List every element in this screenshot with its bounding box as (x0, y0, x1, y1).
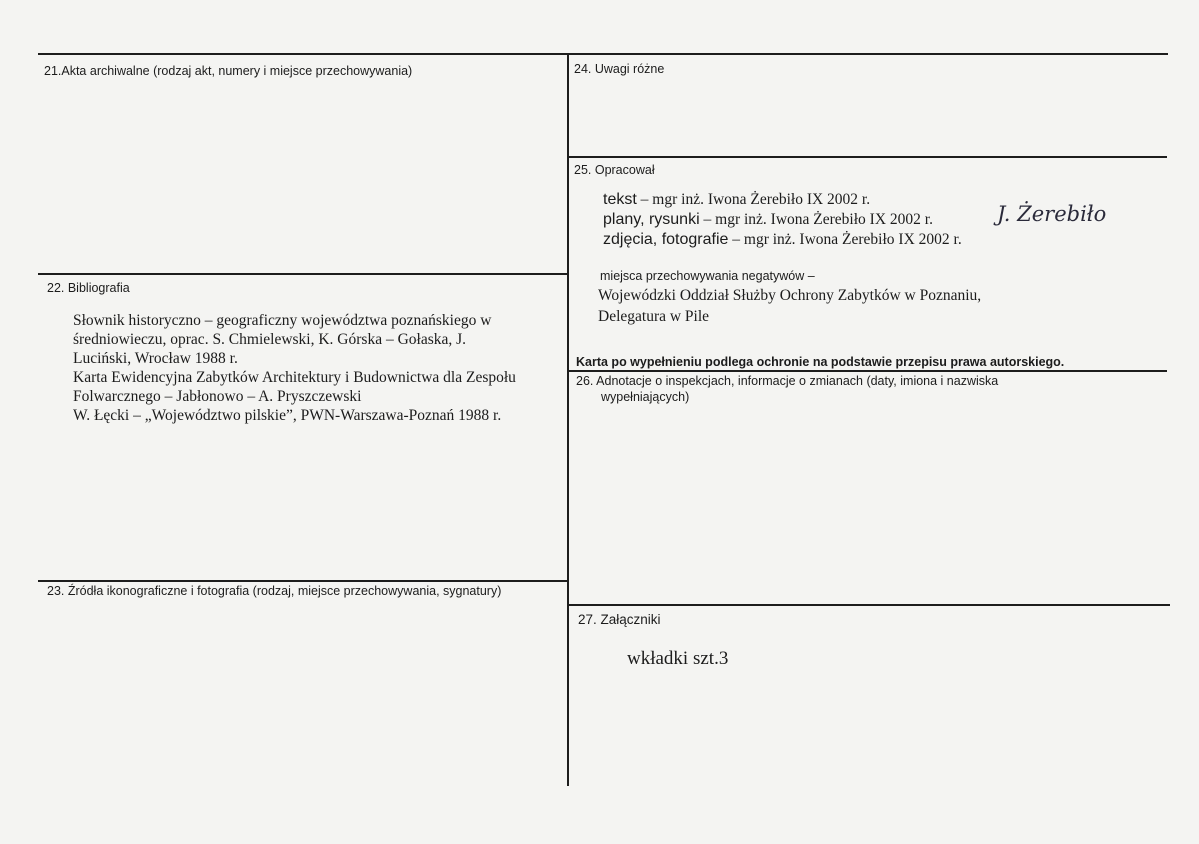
bibliography-line: W. Łęcki – „Województwo pilskie”, PWN-Warszawa-Poznań 1988 r. (73, 407, 502, 424)
section-23-label: 23. Źródła ikonograficzne i fotografia (rodzaj, miejsce przechowywania, sygnatury) (47, 584, 502, 598)
bibliography-line: Luciński, Wrocław 1988 r. (73, 350, 238, 367)
author-row-value: – mgr inż. Iwona Żerebiło IX 2002 r. (636, 191, 871, 208)
divider-22-line (38, 273, 568, 275)
bibliography-line: Karta Ewidencyjna Zabytków Architektury i Budownictwa dla Zespołu (73, 369, 516, 386)
center-divider-line (567, 54, 569, 786)
author-row-prefix: plany, rysunki (603, 211, 700, 228)
section-25-label: 25. Opracował (574, 163, 655, 177)
section-26-label-continued: wypełniających) (601, 390, 690, 404)
divider-26-line (567, 370, 1167, 372)
negatives-line: Wojewódzki Oddział Służby Ochrony Zabytków w Poznaniu, (598, 287, 982, 304)
bibliography-line: Słownik historyczno – geograficzny województwa poznańskiego w (73, 312, 492, 329)
copyright-notice: Karta po wypełnieniu podlega ochronie na podstawie przepisu prawa autorskiego. (576, 355, 1065, 369)
negatives-label: miejsca przechowywania negatywów – (600, 269, 815, 283)
bibliography-list (73, 311, 516, 425)
top-border-line (38, 53, 1168, 55)
author-row-value: – mgr inż. Iwona Żerebiło IX 2002 r. (699, 211, 933, 228)
section-27-label: 27. Załączniki (578, 612, 661, 627)
attachments-value: wkładki szt.3 (627, 648, 729, 669)
author-row-value: – mgr inż. Iwona Żerebiło IX 2002 r. (728, 231, 962, 248)
divider-23-line (38, 580, 568, 582)
section-22-label: 22. Bibliografia (47, 281, 130, 295)
section-21-label: 21.Akta archiwalne (rodzaj akt, numery i miejsce przechowywania) (44, 64, 413, 78)
divider-27-line (567, 604, 1170, 606)
author-row-prefix: tekst (603, 191, 637, 208)
divider-25-line (567, 156, 1167, 158)
bibliography-line: średniowieczu, oprac. S. Chmielewski, K. Górska – Gołaska, J. (73, 331, 467, 348)
handwritten-signature: J. Żerebiło (997, 202, 1107, 226)
bibliography-line: Folwarcznego – Jabłonowo – A. Pryszczewski (73, 388, 362, 405)
section-26-label: 26. Adnotacje o inspekcjach, informacje o zmianach (daty, imiona i nazwiska (576, 374, 999, 388)
author-row-text (603, 191, 870, 209)
author-row-prefix: zdjęcia, fotografie (603, 231, 729, 248)
author-row-photos (603, 231, 962, 249)
section-24-label: 24. Uwagi różne (574, 62, 665, 76)
negatives-line: Delegatura w Pile (598, 308, 710, 325)
author-row-plans (603, 211, 933, 229)
negatives-location (598, 285, 981, 327)
